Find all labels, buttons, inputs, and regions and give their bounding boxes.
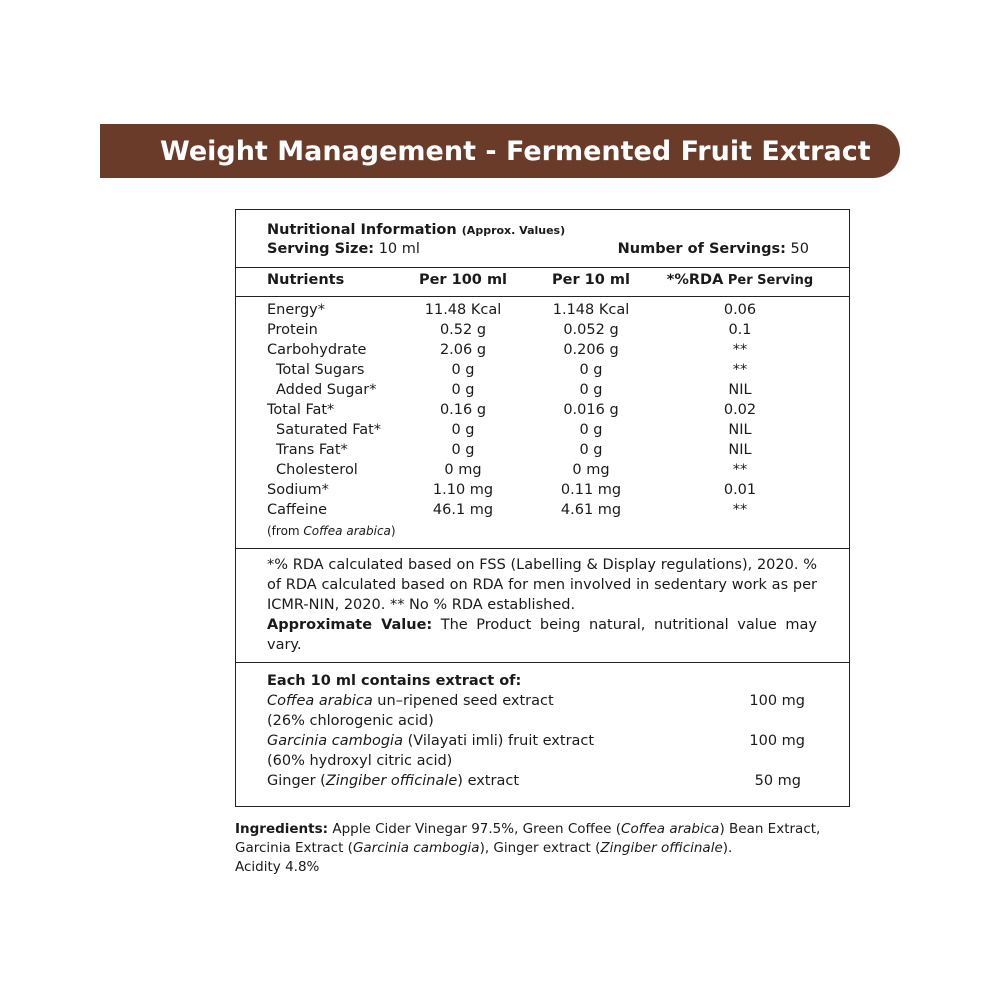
rda-value: 0.1 [728, 322, 752, 338]
number-of-servings [618, 241, 809, 257]
rda-value: 0.01 [723, 482, 757, 498]
per-100ml-value: 0 mg [444, 462, 482, 478]
table-row [236, 322, 849, 342]
serving-size-value: 10 ml [374, 241, 420, 257]
nutrient-name: Total Sugars [276, 362, 365, 378]
divider [236, 662, 849, 663]
nutrition-header [267, 222, 565, 238]
servings-label: Number of Servings: [617, 241, 786, 257]
extract-2-detail: (60% hydroxyl citric acid) [267, 753, 453, 769]
column-headers [236, 272, 849, 292]
product-title-banner [100, 124, 900, 178]
per-10ml-value: 0 g [579, 422, 603, 438]
per-100ml-value: 1.10 mg [432, 482, 494, 498]
table-row [236, 342, 849, 362]
extract-1-detail: (26% chlorogenic acid) [267, 713, 434, 729]
per-100ml-value: 0 g [451, 382, 475, 398]
rda-value: 0.02 [723, 402, 757, 418]
nutrition-panel [235, 209, 850, 807]
product-title: Weight Management - Fermented Fruit Extract [160, 135, 871, 167]
rda-value: NIL [728, 382, 752, 398]
per-10ml-value: 0.052 g [563, 322, 619, 338]
col-per-100ml: Per 100 ml [418, 272, 508, 288]
nutrient-name: Energy* [267, 302, 326, 318]
table-row [236, 482, 849, 502]
servings-value: 50 [785, 241, 809, 257]
rda-value: NIL [728, 422, 752, 438]
rda-value: ** [732, 502, 748, 518]
nutrient-name: Cholesterol [276, 462, 358, 478]
nutrition-title: Nutritional Information [267, 222, 457, 238]
approx-value-text: The Product being natural, nutritional value may vary. [267, 617, 817, 653]
divider [236, 296, 849, 297]
nutrient-name: Caffeine [267, 502, 328, 518]
rda-value: ** [732, 342, 748, 358]
nutrient-name: Protein [267, 322, 318, 338]
per-10ml-value: 1.148 Kcal [552, 302, 630, 318]
per-10ml-value: 0.11 mg [560, 482, 622, 498]
divider [236, 267, 849, 268]
col-per-10ml: Per 10 ml [552, 272, 630, 288]
extracts-heading: Each 10 ml contains extract of: [267, 673, 522, 689]
approx-value-label: Approximate Value: [267, 617, 433, 633]
per-10ml-value: 0.206 g [563, 342, 619, 358]
per-100ml-value: 0 g [451, 442, 475, 458]
table-row [236, 362, 849, 382]
per-10ml-value: 4.61 mg [560, 502, 622, 518]
nutrient-name: Total Fat* [267, 402, 335, 418]
per-100ml-value: 0 g [451, 422, 475, 438]
serving-size-label: Serving Size: [267, 241, 375, 257]
divider [236, 548, 849, 549]
table-row [236, 462, 849, 482]
acidity: Acidity 4.8% [235, 859, 320, 875]
caffeine-source: (from Coffea arabica) [267, 524, 396, 538]
table-row [236, 302, 849, 322]
nutrient-name: Saturated Fat* [276, 422, 382, 438]
extract-3-name: Ginger (Zingiber officinale) extract [267, 773, 519, 789]
nutrient-name: Sodium* [267, 482, 329, 498]
extract-3-amount: 50 mg [754, 773, 801, 789]
per-100ml-value: 0 g [451, 362, 475, 378]
per-10ml-value: 0 g [579, 362, 603, 378]
col-rda: *%RDA Per Serving [666, 272, 814, 288]
serving-size [267, 241, 420, 257]
nutrient-name: Trans Fat* [276, 442, 348, 458]
col-nutrients: Nutrients [267, 272, 345, 288]
nutrient-name: Carbohydrate [267, 342, 367, 358]
ingredients-label: Ingredients: [235, 821, 329, 837]
rda-value: 0.06 [723, 302, 757, 318]
per-100ml-value: 46.1 mg [432, 502, 494, 518]
per-10ml-value: 0.016 g [563, 402, 619, 418]
rda-value: NIL [728, 442, 752, 458]
per-100ml-value: 0.16 g [439, 402, 487, 418]
table-row [236, 422, 849, 442]
rda-value: ** [732, 362, 748, 378]
per-100ml-value: 11.48 Kcal [424, 302, 502, 318]
rda-value: ** [732, 462, 748, 478]
table-row [236, 442, 849, 462]
table-row [236, 382, 849, 402]
ingredients-list: Ingredients: Apple Cider Vinegar 97.5%, Green Coffee (Coffea arabica) Bean Extract, Garcinia Extract (Garcinia cambogia), Ginger extract (Zingiber officinale). Acidity 4.8% [235, 821, 821, 875]
per-10ml-value: 0 g [579, 442, 603, 458]
table-row [236, 402, 849, 422]
extract-2-name: Garcinia cambogia (Vilayati imli) fruit extract [267, 733, 595, 749]
per-100ml-value: 2.06 g [439, 342, 487, 358]
per-100ml-value: 0.52 g [439, 322, 487, 338]
nutrient-name: Added Sugar* [276, 382, 377, 398]
per-10ml-value: 0 mg [572, 462, 610, 478]
rda-footnote: *% RDA calculated based on FSS (Labelling & Display regulations), 2020. % of RDA calculated based on RDA for men involved in sedentary work as per ICMR-NIN, 2020. ** No % RDA established. Approximate Value: The Product being natural, nutritional value may vary. [267, 557, 817, 653]
extract-1-name: Coffea arabica un–ripened seed extract [267, 693, 554, 709]
per-10ml-value: 0 g [579, 382, 603, 398]
extract-2-amount: 100 mg [749, 733, 805, 749]
table-row [236, 502, 849, 522]
extract-1-amount: 100 mg [749, 693, 805, 709]
approx-values-note: (Approx. Values) [461, 224, 566, 237]
